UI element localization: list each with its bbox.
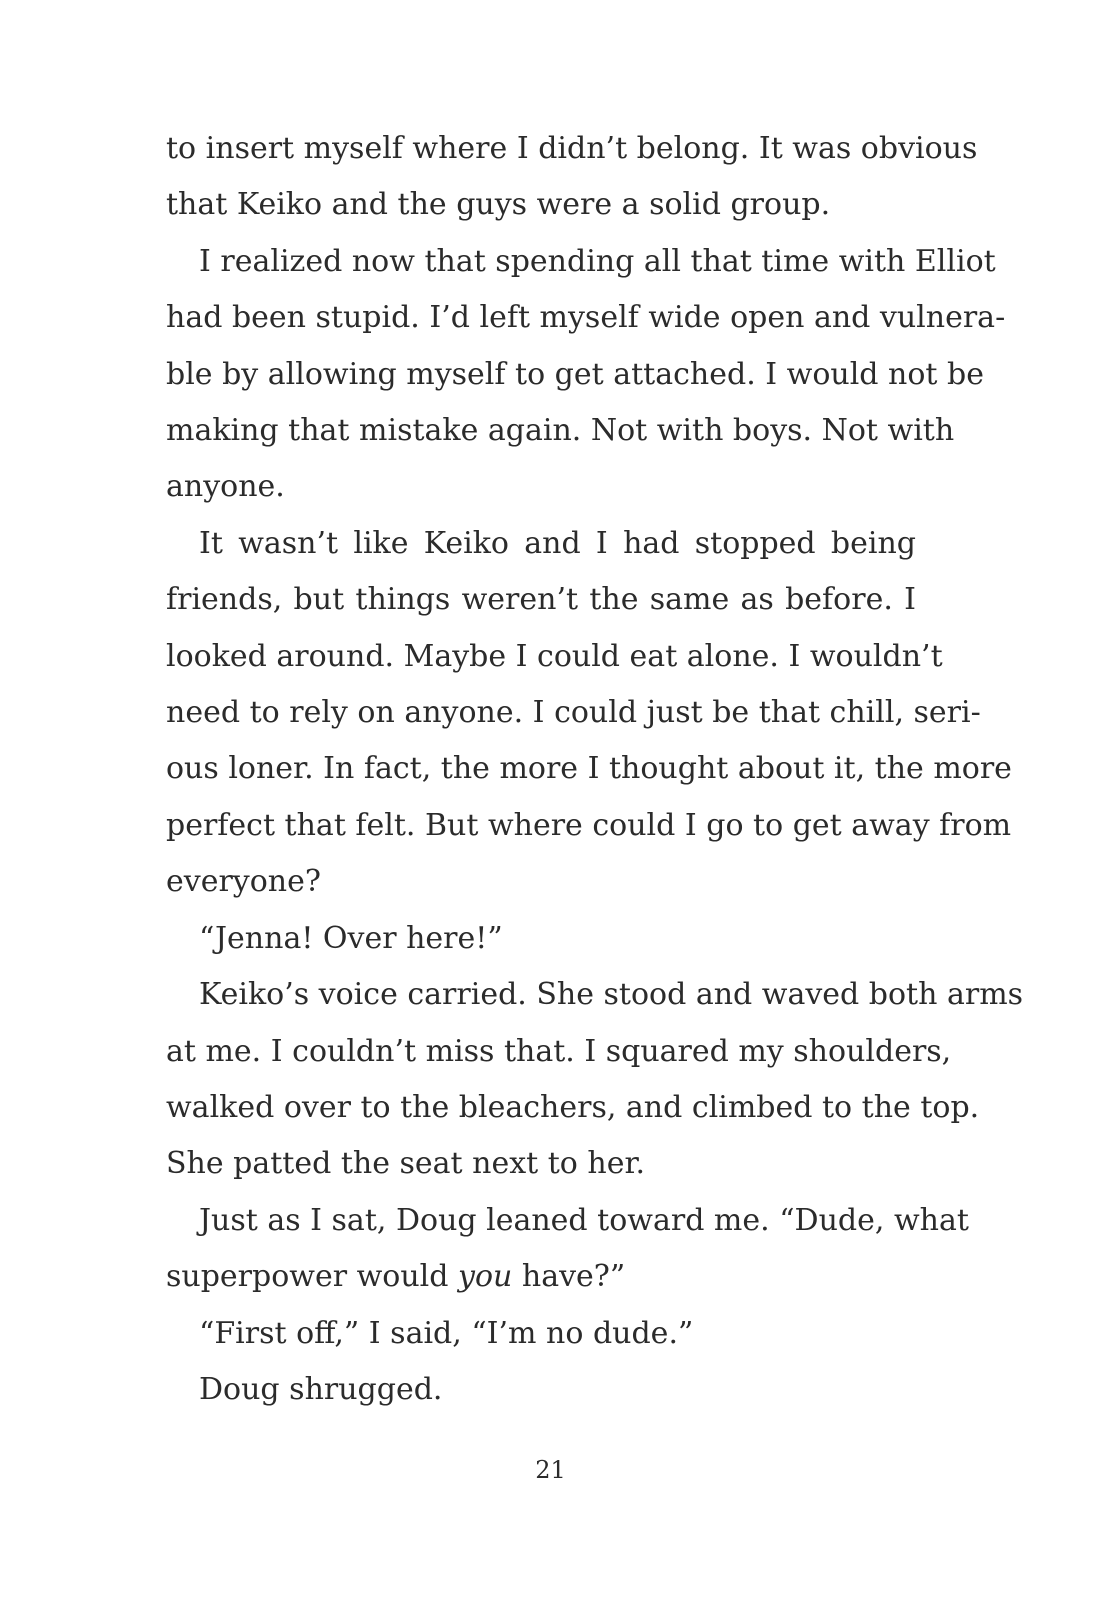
text-line: at me. I couldn’t miss that. I squared my shoulders, (166, 1033, 952, 1069)
text-line: that Keiko and the guys were a solid group. (166, 187, 831, 223)
paragraph-6 (166, 1193, 969, 1306)
text-line: She patted the seat next to her. (166, 1146, 646, 1182)
text-line: It wasn’t like Keiko and I had stopped being (199, 525, 916, 561)
text-line: friends, but things weren’t the same as before. I (166, 582, 916, 618)
body-text (166, 121, 1024, 1418)
text-line: looked around. Maybe I could eat alone. I wouldn’t (166, 638, 943, 674)
paragraph-1 (166, 121, 978, 234)
paragraph-7 (166, 1306, 916, 1362)
text-line: ous loner. In fact, the more I thought about it, the more (166, 751, 1012, 787)
text-line: I realized now that spending all that time with Elliot (199, 243, 996, 279)
text-span: have?” (512, 1259, 626, 1295)
italic-emphasis: you (458, 1259, 513, 1295)
paragraph-8 (166, 1362, 916, 1418)
text-line-mixed (166, 1249, 916, 1305)
page-number: 21 (535, 1456, 566, 1484)
paragraph-2 (166, 234, 1006, 516)
text-line: need to rely on anyone. I could just be that chill, seri- (166, 695, 981, 731)
text-line: walked over to the bleachers, and climbed to the top. (166, 1089, 980, 1125)
text-line: making that mistake again. Not with boys. Not with (166, 413, 955, 449)
text-line: anyone. (166, 469, 285, 505)
text-line: had been stupid. I’d left myself wide open and vulnera- (166, 300, 1006, 336)
text-line: ble by allowing myself to get attached. I would not be (166, 356, 984, 392)
text-line: “Jenna! Over here!” (199, 920, 503, 956)
text-line: Just as I sat, Doug leaned toward me. “Dude, what (199, 1202, 969, 1238)
text-line: “First off,” I said, “I’m no dude.” (199, 1315, 694, 1351)
paragraph-4 (166, 911, 916, 967)
text-line: everyone? (166, 864, 321, 900)
text-line: Doug shrugged. (199, 1371, 443, 1407)
paragraph-3 (166, 516, 1012, 911)
text-span: superpower would (166, 1259, 458, 1295)
paragraph-5 (166, 967, 1024, 1193)
text-line: Keiko’s voice carried. She stood and waved both arms (199, 977, 1024, 1013)
text-line: to insert myself where I didn’t belong. It was obvious (166, 131, 978, 166)
text-line: perfect that felt. But where could I go to get away from (166, 807, 1012, 843)
